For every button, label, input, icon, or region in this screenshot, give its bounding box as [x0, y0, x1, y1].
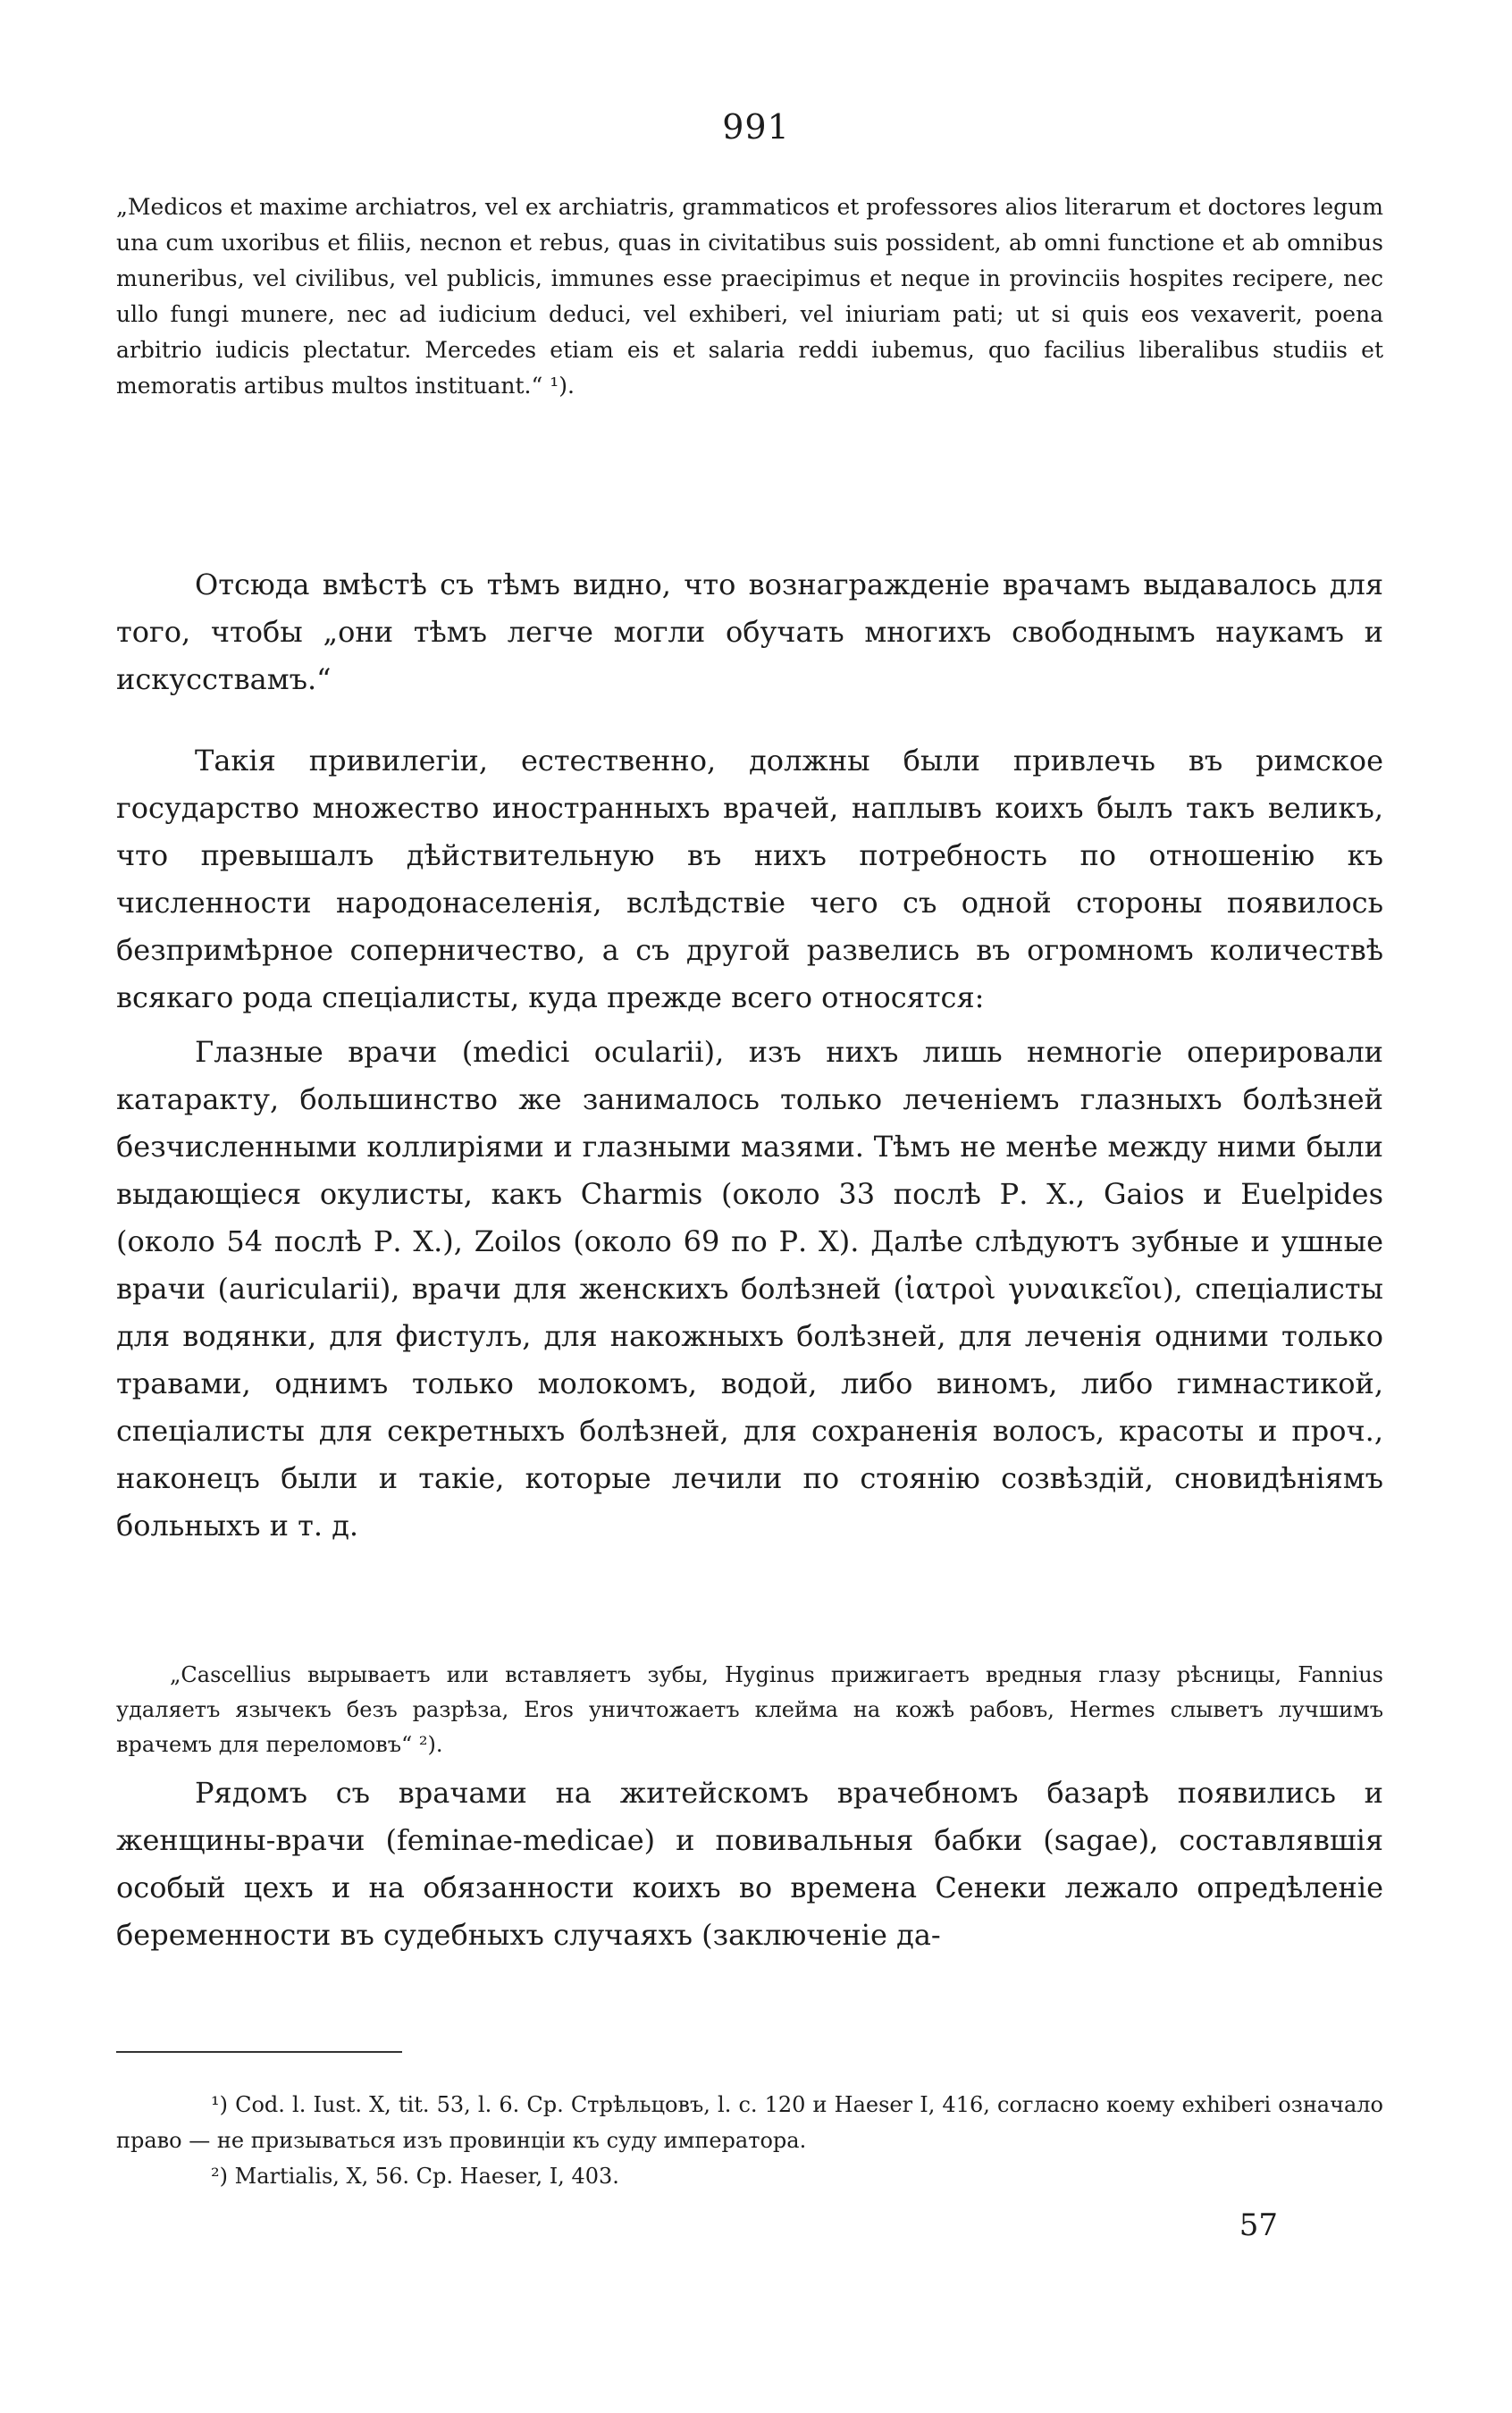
footnote-1: ¹) Cod. l. Iust. X, tit. 53, l. 6. Ср. Стрѣльцовъ, l. c. 120 и Haeser I, 416, согласно коему exhiberi означало право — не призываться изъ провинціи къ суду императора. [116, 2092, 1383, 2153]
footnote-2: ²) Martialis, X, 56. Ср. Haeser, I, 403. [211, 2164, 619, 2189]
page-number: 991 [722, 107, 790, 147]
paragraph-1: Отсюда вмѣстѣ съ тѣмъ видно, что вознагражденіе врачамъ выдавалось для того, чтобы „они тѣмъ легче могли обучать многихъ свободнымъ наукамъ и искусствамъ.“ [116, 568, 1383, 696]
latin-quote: „Medicos et maxime archiatros, vel ex archiatris, grammaticos et professores alios literarum et doctores legum una cum uxoribus et filiis, necnon et rebus, quas in civitatibus suis possident, ab omni functione et ab omnibus muneribus, vel civilibus, vel publicis, immunes esse praecipimus et neque in provinciis hospites recipere, nec ullo fungi munere, nec ad iudicium deduci, vel exhiberi, vel iniuriam pati; ut si quis eos vexaverit, poena arbitrio iudicis plectatur. Mercedes etiam eis et salaria reddi iubemus, quo facilius liberalibus studiis et memoratis artibus multos instituant.“ ¹). [116, 194, 1383, 399]
paragraph-4: Рядомъ съ врачами на житейскомъ врачебномъ базарѣ появились и женщины-врачи (feminae-medicae) и повивальныя бабки (sagae), составлявшія особый цехъ и на обязанности коихъ во времена Сенеки лежало опредѣленіе беременности въ судебныхъ случаяхъ (заключеніе да- [116, 1776, 1383, 1952]
paragraph-3: Глазные врачи (medici ocularii), изъ нихъ лишь немногіе оперировали катаракту, большинство же занималось только леченіемъ глазныхъ болѣзней безчисленными коллиріями и глазными мазями. Тѣмъ не менѣе между ними были выдающіеся окулисты, какъ Charmis (около 33 послѣ Р. Х., Gaios и Euelpides (около 54 послѣ Р. Х.), Zoilos (около 69 по Р. Х). Далѣе слѣдуютъ зубные и ушные врачи (auricularii), врачи для женскихъ болѣзней (ἰατροὶ γυναικεῖοι), спеціалисты для водянки, для фистулъ, для накожныхъ болѣзней, для леченія одними только травами, однимъ только молокомъ, водой, либо виномъ, либо гимнастикой, спеціалисты для секретныхъ болѣзней, для сохраненія волосъ, красоты и проч., наконецъ были и такіе, которые лечили по стоянію созвѣздій, сновидѣніямъ больныхъ и т. д. [116, 1035, 1383, 1543]
paragraph-2: Такія привилегіи, естественно, должны были привлечь въ римское государство множество иностранныхъ врачей, наплывъ коихъ былъ такъ великъ, что превышалъ дѣйствительную въ нихъ потребность по отношенію къ численности народонаселенія, вслѣдствіе чего съ одной стороны появилось безпримѣрное соперничество, а съ другой развелись въ огромномъ количествѣ всякаго рода спеціалисты, куда прежде всего относятся: [116, 744, 1383, 1014]
body-text-lower [116, 1770, 1383, 1959]
footnote-separator [116, 2051, 402, 2053]
small-quote: „Cascellius вырываетъ или вставляетъ зубы, Hyginus прижигаетъ вредныя глазу рѣсницы, Fannius удаляетъ язычекъ безъ разрѣза, Eros уничтожаетъ клейма на кожѣ рабовъ, Hermes слыветъ лучшимъ врачемъ для переломовъ“ ²). [116, 1662, 1383, 1757]
sheet-signature-number: 57 [1239, 2207, 1278, 2243]
body-text-upper [116, 561, 1383, 1550]
footnotes [116, 2087, 1383, 2194]
